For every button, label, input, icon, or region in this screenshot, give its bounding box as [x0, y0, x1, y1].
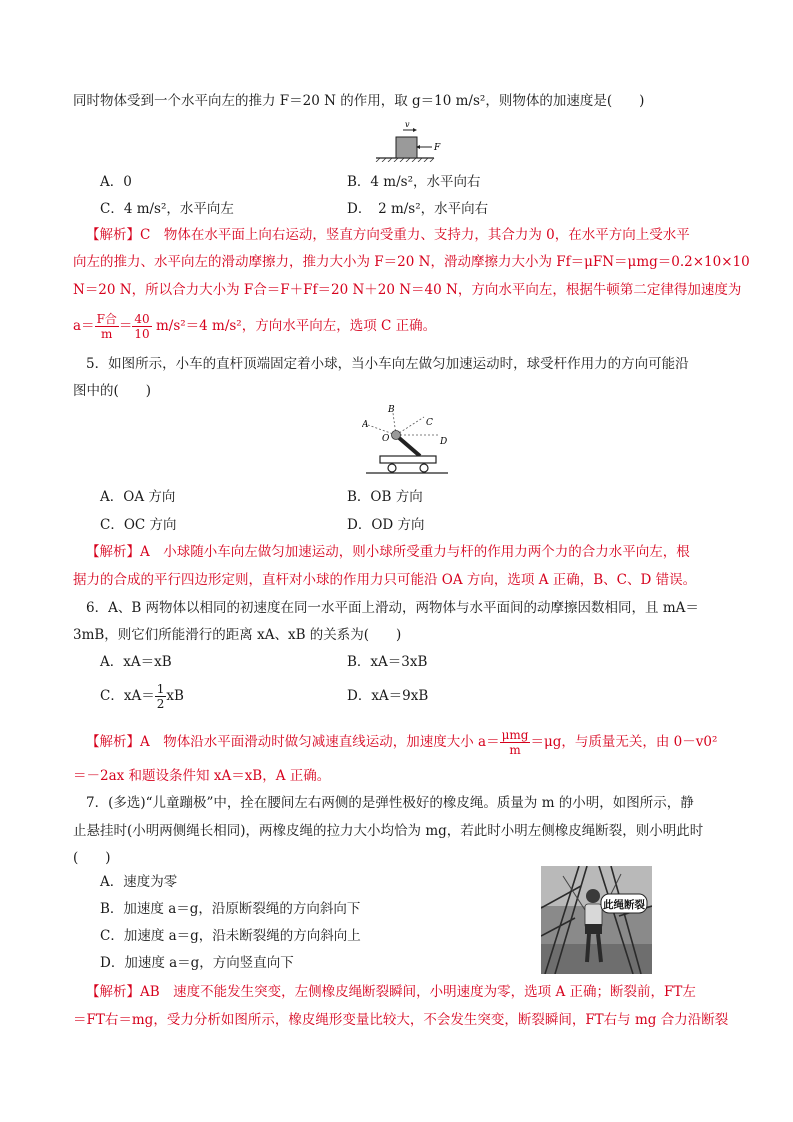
q5-wheel [420, 464, 428, 472]
fraction-denominator: 2 [156, 697, 165, 711]
q4-analysis-formula [73, 308, 723, 344]
q7-harness [585, 924, 602, 934]
q6-analysis-line: ＝－2ax 和题设条件知 xA＝xB，A 正确。 [73, 768, 331, 784]
q7-analysis-line: 【解析】AB 速度不能发生突变，左侧橡皮绳断裂瞬间，小明速度为零，选项 A 正确；断裂前，FT左 [86, 984, 696, 1000]
q4-formula-suffix: m/s²＝4 m/s²，方向水平向左，选项 C 正确。 [151, 318, 437, 334]
fraction-numerator: 1 [156, 682, 165, 696]
fraction-denominator: m [101, 327, 113, 341]
q4-ground-hatch [376, 158, 434, 162]
q4-option-c: C．4 m/s²，水平向左 [100, 201, 234, 217]
q5-option-c: C．OC 方向 [100, 517, 177, 533]
q5-label-a: A [362, 420, 369, 430]
q5-analysis-line: 据力的合成的平行四边形定则，直杆对小球的作用力只可能沿 OA 方向，选项 A 正确，B、C、D 错误。 [73, 572, 697, 588]
q4-block [396, 137, 417, 158]
fraction-numerator: F合 [96, 312, 117, 326]
q6-stem-line: 3mB，则它们所能滑行的距离 xA、xB 的关系为( ) [73, 627, 402, 643]
q6-option-a: A．xA＝xB [100, 654, 172, 670]
q5-label-c: C [426, 418, 433, 428]
q6-analysis-formula [86, 724, 736, 760]
q6-option-c [100, 678, 184, 714]
q7-bungee-photo [541, 866, 652, 974]
q6-option-c-fraction [155, 682, 167, 711]
q4-option-d: D． 2 m/s²，水平向右 [347, 201, 489, 217]
q5-ball [392, 431, 401, 440]
fraction-numerator: 40 [134, 312, 150, 326]
q7-photo-illustration [541, 866, 652, 974]
q6-analysis-suffix: ＝μg，与质量无关，由 0－v0² [530, 734, 718, 750]
q5-label-o: O [382, 434, 390, 444]
q4-block-figure [372, 118, 444, 162]
q7-stem-line: 止悬挂时(小明两侧绳长相同)，两橡皮绳的拉力大小均恰为 mg，若此时小明左侧橡皮绳断裂，则小明此时 [73, 823, 704, 839]
q4-formula-prefix: a＝ [73, 318, 95, 334]
q7-child-leg [587, 934, 589, 962]
q5-stem-line: 图中的( ) [73, 383, 152, 399]
q6-option-b: B．xA＝3xB [347, 654, 428, 670]
q5-rod [398, 437, 420, 456]
fraction-denominator: m [509, 743, 521, 757]
q7-option-a: A．速度为零 [100, 874, 178, 890]
q4-analysis-line: N＝20 N，所以合力大小为 F合＝F＋Ff＝20 N＋20 N＝40 N，方向水平向左，根据牛顿第二定律得加速度为 [73, 282, 742, 298]
q5-wheel [388, 464, 396, 472]
q5-direction-oc [396, 417, 424, 435]
q7-photo-label: 此绳断裂 [603, 899, 645, 911]
q4-label-v: v [405, 120, 410, 129]
q6-stem-line: 6．A、B 两物体以相同的初速度在同一水平面上滑动，两物体与水平面间的动摩擦因数相同，且 mA＝ [86, 600, 699, 616]
q4-option-a: A．0 [100, 174, 132, 190]
q4-analysis-line: 【解析】C 物体在水平面上向右运动，竖直方向受重力、支持力，其合力为 0，在水平方向上受水平 [86, 227, 690, 243]
q7-child-head [586, 889, 600, 903]
q5-stem-line: 5．如图所示，小车的直杆顶端固定着小球，当小车向左做匀加速运动时，球受杆作用力的方向可能沿 [86, 356, 689, 372]
q4-fraction-force-mass [95, 312, 119, 341]
q4-fraction-values [132, 312, 151, 341]
q6-option-c-suffix: xB [166, 688, 184, 704]
q4-formula-equals: ＝ [118, 318, 133, 334]
q5-option-a: A．OA 方向 [100, 489, 176, 505]
q7-stem-line: 7．(多选)“儿童蹦极”中，拴在腰间左右两侧的是弹性极好的橡皮绳。质量为 m 的小明，如图所示，静 [86, 795, 694, 811]
q5-option-d: D．OD 方向 [347, 517, 425, 533]
q6-option-d: D．xA＝9xB [347, 688, 429, 704]
q4-option-b: B．4 m/s²，水平向右 [347, 174, 481, 190]
q7-stem-line: ( ) [73, 850, 111, 866]
q4-stem-line: 同时物体受到一个水平向左的推力 F＝20 N 的作用，取 g＝10 m/s²，则物体的加速度是( ) [73, 93, 645, 109]
q7-option-d: D．加速度 a＝g，方向竖直向下 [100, 955, 294, 971]
q7-option-c: C．加速度 a＝g，沿未断裂绳的方向斜向上 [100, 928, 361, 944]
q5-analysis-line: 【解析】A 小球随小车向左做匀加速运动，则小球所受重力与杆的作用力两个力的合力水平向左，根 [86, 544, 690, 560]
q5-option-b: B．OB 方向 [347, 489, 423, 505]
q5-label-d: D [440, 437, 448, 447]
q5-cart-figure [362, 403, 452, 477]
fraction-denominator: 10 [134, 327, 150, 341]
q6-option-c-prefix: C．xA＝ [100, 688, 155, 704]
q7-option-b: B．加速度 a＝g，沿原断裂绳的方向斜向下 [100, 901, 361, 917]
q5-cart-body [380, 456, 436, 463]
q4-label-F: F [434, 143, 441, 153]
q5-label-b: B [388, 405, 395, 415]
q7-analysis-line: ＝FT右＝mg，受力分析如图所示，橡皮绳形变量比较大，不会发生突变，断裂瞬间，FT右与 mg 合力沿断裂 [73, 1012, 729, 1028]
q6-analysis-fraction [500, 728, 531, 757]
q4-analysis-line: 向左的推力、水平向左的滑动摩擦力，推力大小为 F＝20 N，滑动摩擦力大小为 Ff＝μFN＝μmg＝0.2×10×10 [73, 254, 750, 270]
q6-analysis-prefix: 【解析】A 物体沿水平面滑动时做匀减速直线运动，加速度大小 a＝ [86, 734, 500, 750]
fraction-numerator: μmg [501, 728, 529, 742]
